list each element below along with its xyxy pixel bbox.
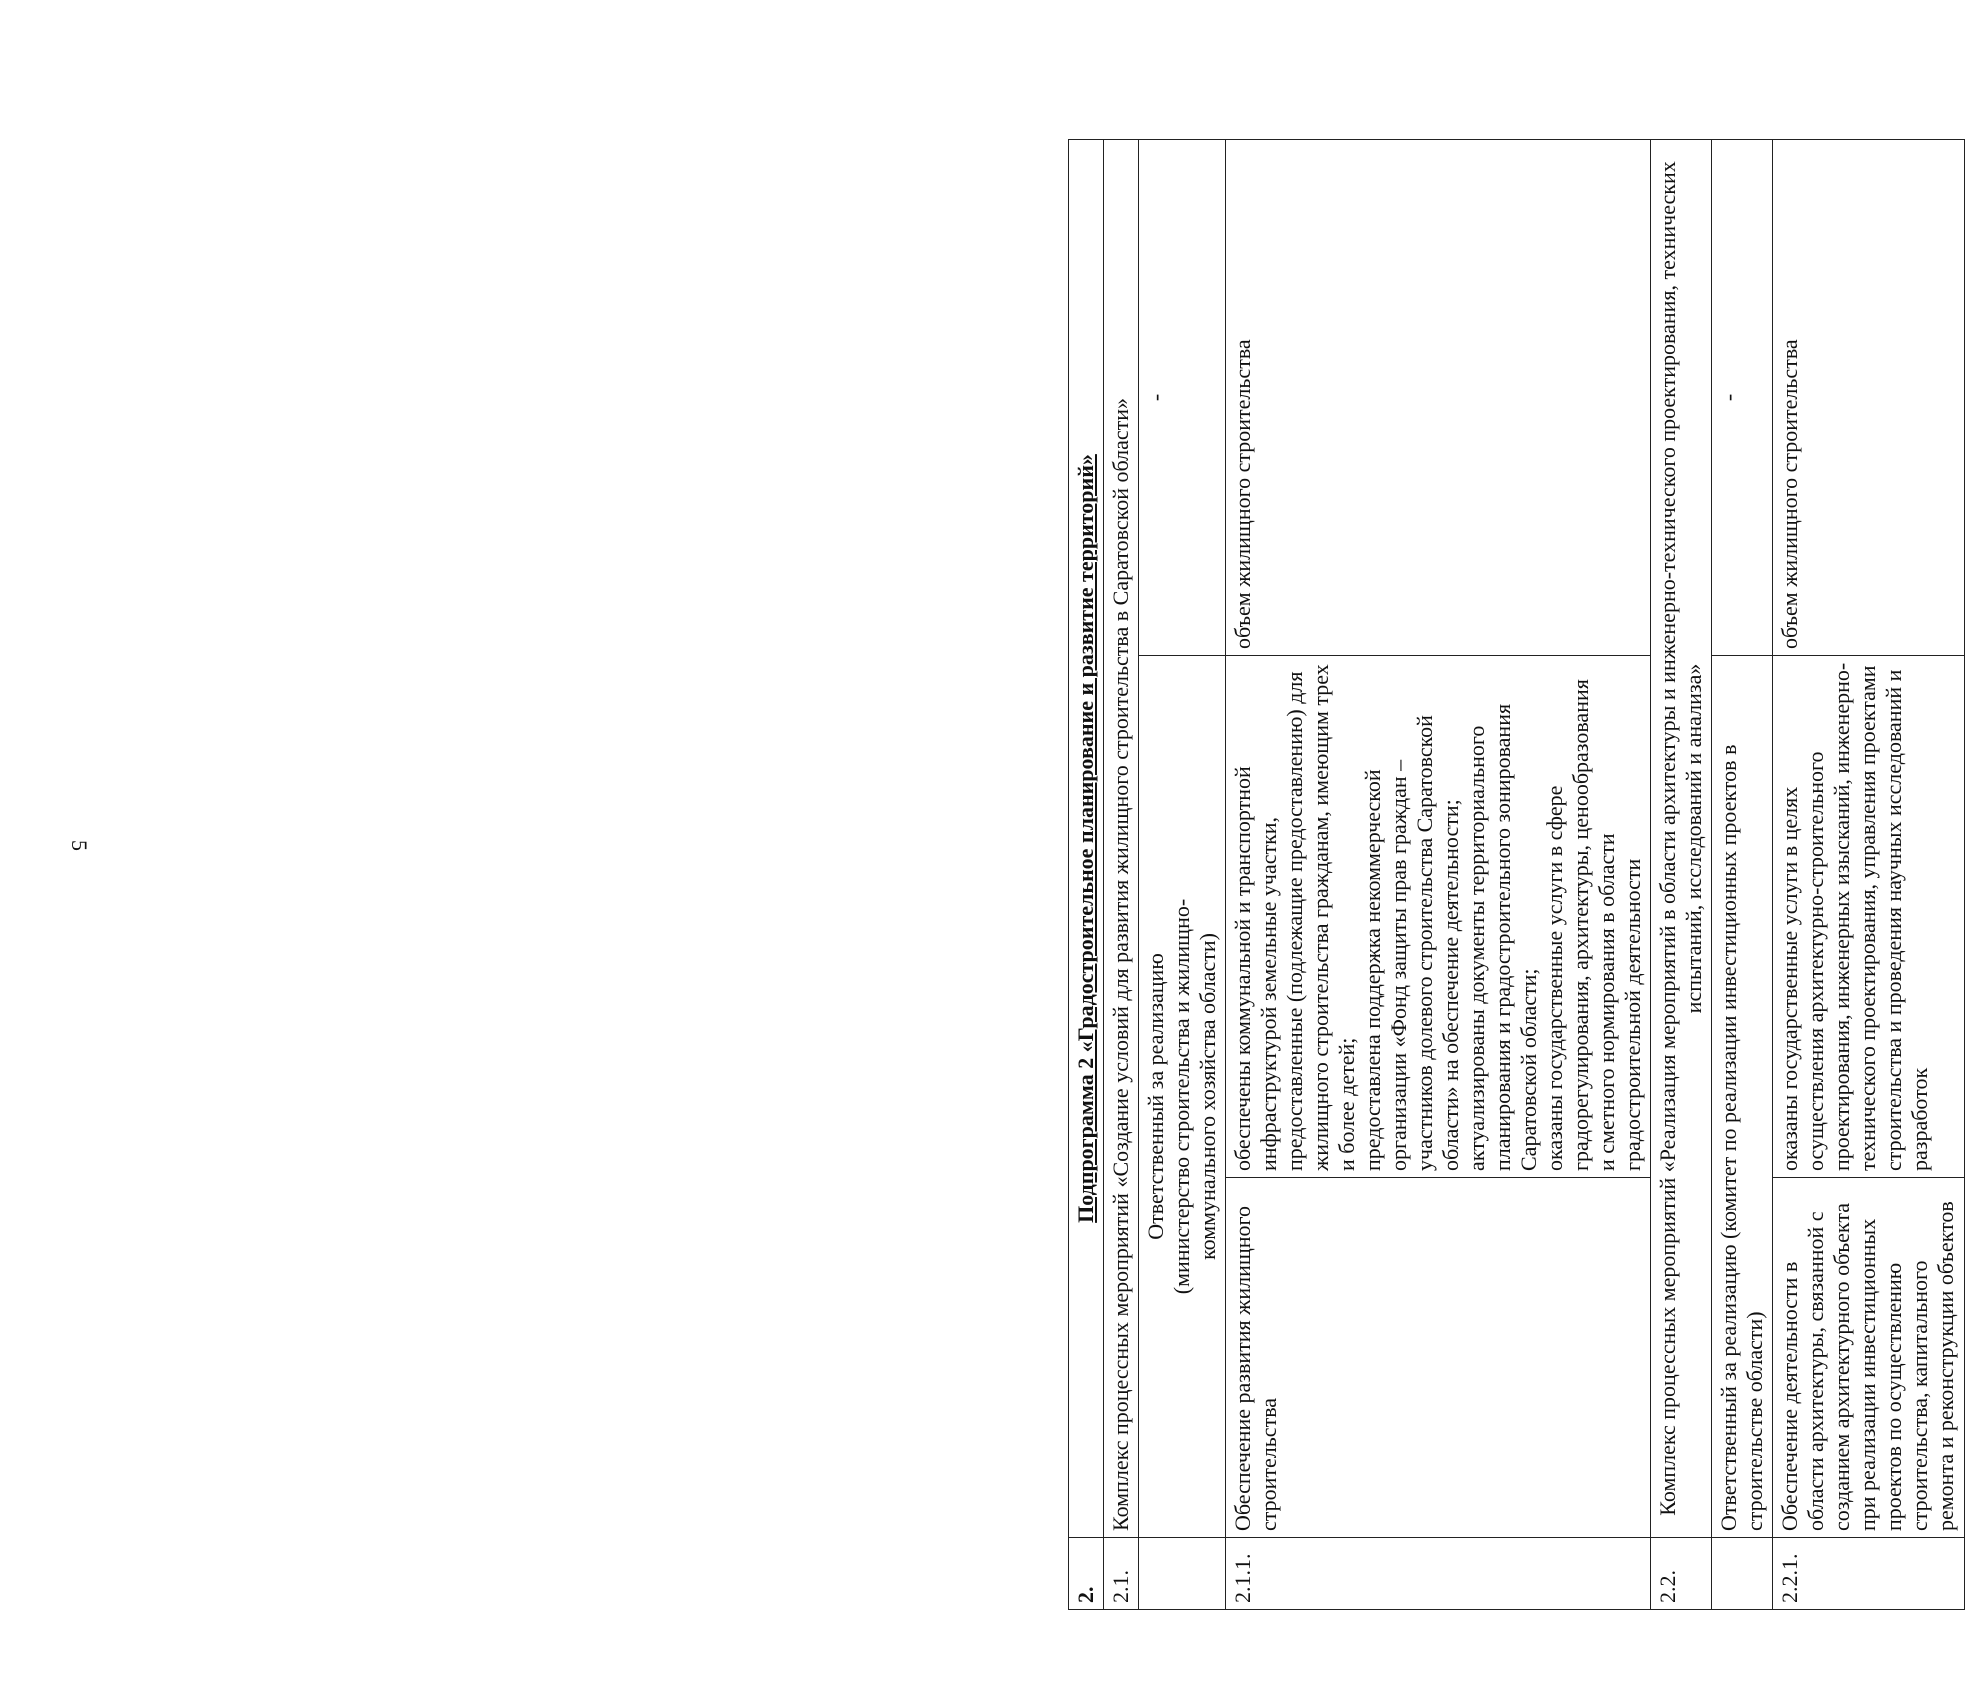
complex-title: Комплекс процессных мероприятий «Реализация мероприятий в области архитектуры и инженерно-технического проектирования, технических испытаний, исследований и анализа» <box>1651 139 1712 1537</box>
table-row <box>1226 139 1651 1609</box>
row-number: 2.1. <box>1104 1538 1139 1610</box>
responsible-cell: Ответственный за реализацию (министерство строительства и жилищно- коммунального хозяйства области) <box>1139 656 1226 1538</box>
subprogram-title <box>1069 139 1104 1537</box>
row-number: 2.2.1. <box>1773 1538 1965 1610</box>
results-cell: оказаны государственные услуги в целях осуществления архитектурно-строительного проектирования, инженерных изысканий, инженерно-технического проектирования, управления проектами строительства и проведения научных исследований и разработок <box>1773 656 1965 1178</box>
table-row <box>1139 139 1226 1609</box>
table-row <box>1069 139 1104 1609</box>
empty-cell <box>1139 1538 1226 1610</box>
rotated-table-container <box>1068 140 1958 1610</box>
subprogram-title-text: Подпрограмма 2 «Градостроительное планирование и развитие территорий» <box>1073 454 1098 1223</box>
indicator-cell: объем жилищного строительства <box>1226 139 1651 655</box>
table-row <box>1773 139 1965 1609</box>
indicator-cell: объем жилищного строительства <box>1773 139 1965 655</box>
dash-cell: - <box>1712 139 1773 655</box>
task-cell: Обеспечение развития жилищного строительства <box>1226 1178 1651 1538</box>
table-row <box>1104 139 1139 1609</box>
table-row <box>1651 139 1712 1609</box>
task-cell: Обеспечение деятельности в области архитектуры, связанной с созданием архитектурного объекта при реализации инвестиционных проектов по осуществлению строительства, капитального ремонта и реконструкции объектов <box>1773 1178 1965 1538</box>
table-row <box>1712 139 1773 1609</box>
complex-title: Комплекс процессных мероприятий «Создание условий для развития жилищного строительства в Саратовской области» <box>1104 139 1139 1537</box>
row-number: 2. <box>1069 1538 1104 1610</box>
row-number: 2.1.1. <box>1226 1538 1651 1610</box>
empty-cell <box>1712 1538 1773 1610</box>
results-cell: обеспечены коммунальной и транспортной инфраструктурой земельные участки, предоставленные (подлежащие предоставлению) для жилищного строительства гражданам, имеющим трех и более детей; предоставлена поддержка некоммерческой организации «Фонд защиты прав граждан – участников долевого строительства Саратовской области» на обеспечение деятельности; актуализированы документы территориального планирования и градостроительного зонирования Саратовской области; оказаны государственные услуги в сфере градорегулирования, архитектуры, ценообразования и сметного нормирования в области градостроительной деятельности <box>1226 656 1651 1178</box>
row-number: 2.2. <box>1651 1538 1712 1610</box>
page-number: 5 <box>67 840 92 851</box>
dash-cell: - <box>1139 139 1226 655</box>
program-table <box>1068 139 1965 1610</box>
responsible-cell: Ответственный за реализацию (комитет по реализации инвестиционных проектов в строительстве области) <box>1712 656 1773 1538</box>
